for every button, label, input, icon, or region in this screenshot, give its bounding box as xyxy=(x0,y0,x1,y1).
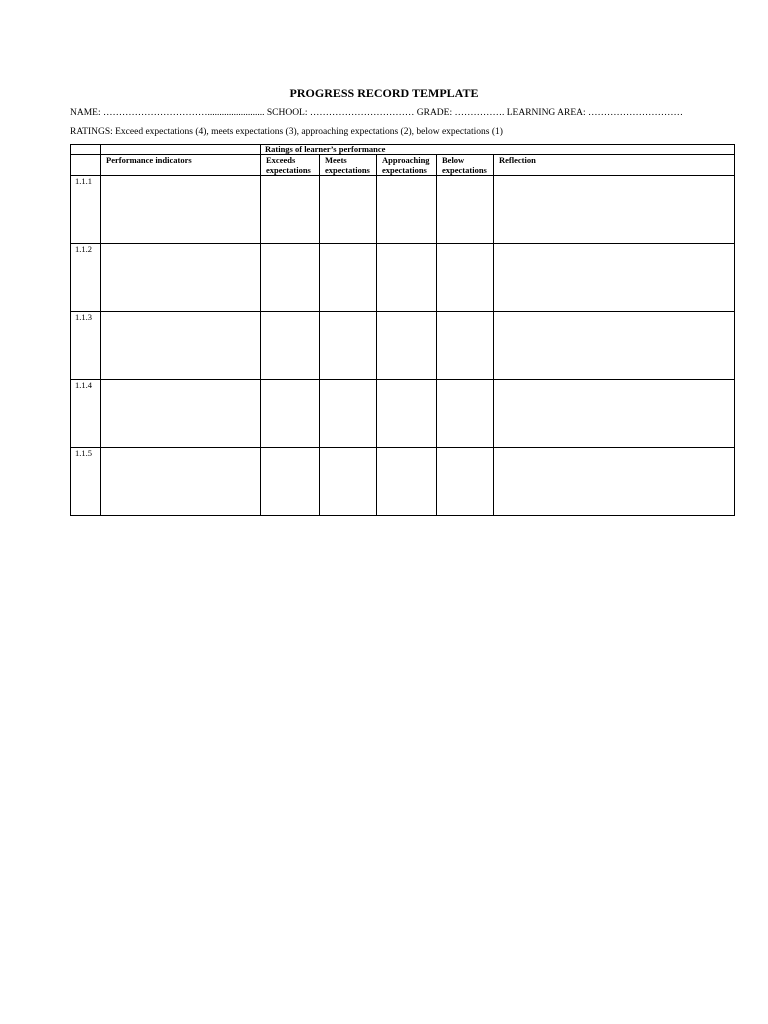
cell-exceeds xyxy=(261,312,320,380)
cell-meets xyxy=(320,244,377,312)
table-header-blank xyxy=(71,155,101,176)
cell-reflection xyxy=(494,448,735,516)
cell-performance-indicator xyxy=(101,176,261,244)
header-below-expectations: Below expectations xyxy=(437,155,494,176)
cell-reflection xyxy=(494,176,735,244)
cell-approaching xyxy=(377,312,437,380)
header-performance-indicators: Performance indicators xyxy=(101,155,261,176)
cell-reflection xyxy=(494,244,735,312)
table-header-row xyxy=(71,155,735,176)
header-exceeds-expectations: Exceeds expectations xyxy=(261,155,320,176)
cell-performance-indicator xyxy=(101,244,261,312)
cell-meets xyxy=(320,448,377,516)
table-row xyxy=(71,312,735,380)
table-row xyxy=(71,176,735,244)
ratings-group-header: Ratings of learner’s performance xyxy=(261,145,735,155)
table-group-header-row xyxy=(71,145,735,155)
cell-performance-indicator xyxy=(101,448,261,516)
row-number: 1.1.5 xyxy=(71,448,101,516)
cell-reflection xyxy=(494,312,735,380)
cell-below xyxy=(437,176,494,244)
row-number: 1.1.3 xyxy=(71,312,101,380)
header-approaching-expectations: Approaching expectations xyxy=(377,155,437,176)
cell-meets xyxy=(320,380,377,448)
cell-below xyxy=(437,380,494,448)
cell-exceeds xyxy=(261,244,320,312)
cell-approaching xyxy=(377,448,437,516)
cell-meets xyxy=(320,312,377,380)
cell-exceeds xyxy=(261,176,320,244)
cell-below xyxy=(437,244,494,312)
cell-approaching xyxy=(377,244,437,312)
row-number: 1.1.1 xyxy=(71,176,101,244)
header-reflection: Reflection xyxy=(494,155,735,176)
row-number: 1.1.2 xyxy=(71,244,101,312)
header-meets-expectations: Meets expectations xyxy=(320,155,377,176)
table-row xyxy=(71,448,735,516)
learner-info-line: NAME: ……………………………........................ SCHOOL: …………………………… GRADE: ……………. LEARNING AREA: ………………………… xyxy=(70,108,684,118)
ratings-legend: RATINGS: Exceed expectations (4), meets expectations (3), approaching expectations (2), below expectations (1) xyxy=(70,127,503,137)
page-title: PROGRESS RECORD TEMPLATE xyxy=(289,86,479,100)
cell-meets xyxy=(320,176,377,244)
cell-performance-indicator xyxy=(101,312,261,380)
progress-record-table xyxy=(70,144,735,516)
table-header-blank xyxy=(101,145,261,155)
table-header-blank xyxy=(71,145,101,155)
table-row xyxy=(71,244,735,312)
cell-reflection xyxy=(494,380,735,448)
table-row xyxy=(71,380,735,448)
row-number: 1.1.4 xyxy=(71,380,101,448)
cell-below xyxy=(437,312,494,380)
cell-exceeds xyxy=(261,380,320,448)
cell-approaching xyxy=(377,380,437,448)
cell-below xyxy=(437,448,494,516)
cell-exceeds xyxy=(261,448,320,516)
cell-performance-indicator xyxy=(101,380,261,448)
cell-approaching xyxy=(377,176,437,244)
